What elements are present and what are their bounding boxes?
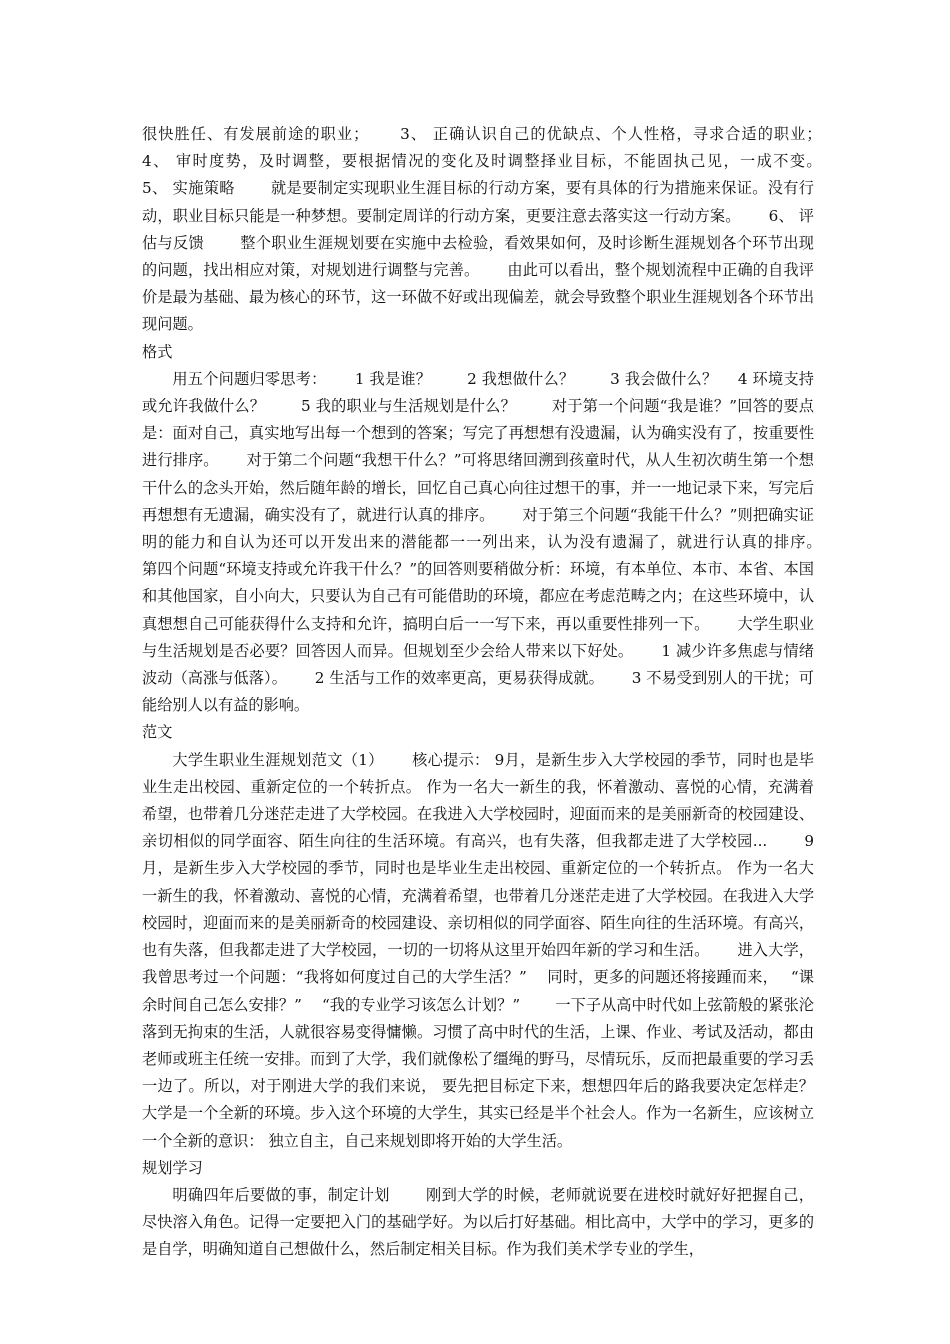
document-page: [142, 121, 850, 1264]
section-heading-sample: 范文: [142, 723, 173, 742]
section-heading-study-plan: 规划学习: [142, 1158, 203, 1177]
body-paragraph: 用五个问题归零思考： 1 我是谁？ 2 我想做什么？ 3 我会做什么？ 4 环境支持或允许我做什么？ 5 我的职业与生活规划是什么？ 对于第一个问题“我是谁？”回答的要点是：面对自己，真实地写出每一个想到的答案；写完了再想想有没遗漏，认为确实没有了，按重要性进行排序。 对于第二个问题“我想干什么？”可将思绪回溯到孩童时代，从人生初次萌生第一个想干什么的念头开始，然后随年龄的增长，回忆自己真心向往过想干的事，并一一地记录下来，写完后再想想有无遗漏，确实没有了，就进行认真的排序。 对于第三个问题“我能干什么？”则把确实证明的能力和自认为还可以开发出来的潜能都一一列出来，认为没有遗漏了，就进行认真的排序。 第四个问题“环境支持或允许我干什么？”的回答则要稍做分析：环境，有本单位、本市、本省、本国和其他国家，自小向大，只要认为自己有可能借助的环境，都应在考虑范畴之内；在这些环境中，认真想想自己可能获得什么支持和允许，搞明白后一一写下来，再以重要性排列一下。 大学生职业与生活规划是否必要？回答因人而异。但规划至少会给人带来以下好处。 1 减少许多焦虑与情绪波动（高涨与低落）。 2 生活与工作的效率更高，更易获得成就。 3 不易受到别人的干扰；可能给别人以有益的影响。: [142, 369, 850, 715]
body-paragraph: 明确四年后要做的事，制定计划 刚到大学的时候，老师就说要在进校时就好好把握自己，尽快溶入角色。记得一定要把入门的基础学好。为以后打好基础。相比高中，大学中的学习，更多的是自学，明确知道自己想做什么，然后制定相关目标。作为我们美术学专业的学生，: [142, 1185, 814, 1259]
section-heading-format: 格式: [142, 342, 173, 361]
body-paragraph: 大学生职业生涯规划范文（1） 核心提示： 9月，是新生步入大学校园的季节，同时也是毕业生走出校园、重新定位的一个转折点。 作为一名大一新生的我，怀着激动、喜悦的心情，充满着希望，也带着几分迷茫走进了大学校园。在我进入大学校园时，迎面而来的是美丽新奇的校园建设、亲切相似的同学面容、陌生向往的生活环境。有高兴，也有失落，但我都走进了大学校园... 9月，是新生步入大学校园的季节，同时也是毕业生走出校园、重新定位的一个转折点。 作为一名大一新生的我，怀着激动、喜悦的心情，充满着希望，也带着几分迷茫走进了大学校园。在我进入大学校园时，迎面而来的是美丽新奇的校园建设、亲切相似的同学面容、陌生向往的生活环境。有高兴，也有失落，但我都走进了大学校园，一切的一切将从这里开始四年新的学习和生活。 进入大学，我曾思考过一个问题：“我将如何度过自己的大学生活？” 同时，更多的问题还将接踵而来， “课余时间自己怎么安排？” “我的专业学习该怎么计划？” 一下子从高中时代如上弦箭般的紧张沦落到无拘束的生活，人就很容易变得慵懒。习惯了高中时代的生活，上课、作业、考试及活动，都由老师或班主任统一安排。而到了大学，我们就像松了缰绳的野马，尽情玩乐，反而把最重要的学习丢一边了。所以，对于刚进大学的我们来说， 要先把目标定下来，想想四年后的路我要决定怎样走？大学是一个全新的环境。步入这个环境的大学生，其实已经是半个社会人。作为一名新生，应该树立一个全新的意识： 独立自主，自己来规划即将开始的大学生活。: [142, 750, 814, 1150]
body-paragraph: 很快胜任、有发展前途的职业； 3、 正确认识自己的优缺点、个人性格，寻求合适的职业； 4、 审时度势，及时调整，要根据情况的变化及时调整择业目标，不能固执己见，一成不变。 5、 实施策略 就是要制定实现职业生涯目标的行动方案，要有具体的行为措施来保证。没有行动，职业目标只能是一种梦想。要制定周详的行动方案，更要注意去落实这一行动方案。 6、 评估与反馈 整个职业生涯规划要在实施中去检验，看效果如何，及时诊断生涯规划各个环节出现的问题，找出相应对策，对规划进行调整与完善。 由此可以看出，整个规划流程中正确的自我评价是最为基础、最为核心的环节，这一环做不好或出现偏差，就会导致整个职业生涯规划各个环节出现问题。: [142, 125, 850, 334]
